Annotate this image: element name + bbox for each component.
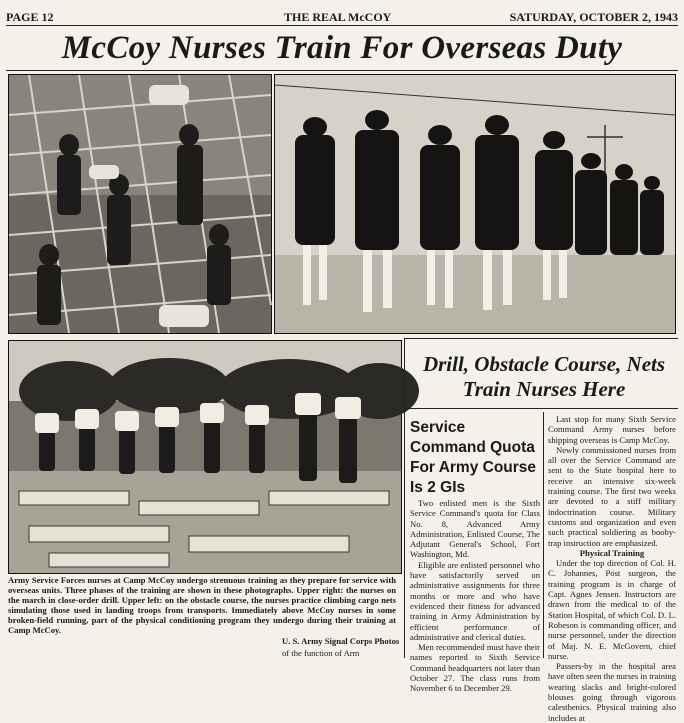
paragraph: Two enlisted men is the Sixth Service Command's quota for Class No. 8, Advanced Army Administration, Enlisted Course, The Adjutant General's School, Fort Washington, Md.: [410, 498, 540, 560]
issue-date: SATURDAY, OCTOBER 2, 1943: [509, 10, 678, 24]
headline-rule: [6, 70, 678, 71]
newspaper-name: THE REAL McCOY: [284, 10, 392, 24]
column-rule-middle: [543, 412, 544, 658]
cargo-net-photo: [8, 74, 272, 334]
masthead: [6, 4, 678, 24]
paragraph: Newly commissioned nurses from all over the Service Command are sent to the State hospital here to receive an intensive six-week training course. The first two weeks are devoted to a stiff military indoctrination course. Military customs and organization and even such practical soldiering as booby-trap instruction are emphasized.: [548, 444, 676, 548]
right-section-rule: [404, 338, 678, 339]
footer-fragment: of the function of Arm: [282, 648, 360, 658]
column-rule-left: [404, 338, 405, 658]
section-heading: Physical Training: [579, 547, 645, 558]
story-headline-service-command: Service Command Quota For Army Course Is 2 GIs: [410, 419, 537, 496]
main-headline: McCoy Nurses Train For Overseas Duty: [61, 30, 623, 66]
paragraph: Passers-by in the hospital area have often seen the nurses in training wearing slacks and bright-colored blouses going through vigorous calesthenics. Physical training also includes at: [548, 661, 676, 723]
masthead-rule: [6, 25, 678, 26]
paragraph: Last stop for many Sixth Service Command Army nurses before shipping overseas is Camp McCoy.: [548, 414, 676, 445]
paragraph: Under the top direction of Col. H. C. Johannes, Post surgeon, the training program is in charge of Capt. Agnes Jensen. Instructors are drawn from the medical to of the Station Hospital, of which Col. D. L. Robeson is commanding officer, and nurse personnel, under the direction of Maj. N. E. McGovern, chief nurse.: [548, 558, 676, 661]
paragraph: Men recommended must have their names reported to Sixth Service Command headquarters not later than October 27. The class runs from November 6 to December 29.: [410, 642, 540, 694]
story-drill-body: [548, 414, 676, 723]
march-photo: [274, 74, 676, 334]
story-headline-drill: Drill, Obstacle Course, Nets Train Nurses Here: [422, 352, 666, 401]
story-service-command-body: [410, 498, 540, 694]
subhead-rule: [404, 408, 678, 409]
photo-caption: Army Service Forces nurses at Camp McCoy undergo strenuous training as they prepare for service with overseas units. Three phases of the training are shown in these photographs. Upper right: the nurses on the march in close-order drill. Upper left: on the obstacle course, the nurses practice climbing cargo nets simulating those used in landing troops from transports. Immediately above McCoy nurses in some broken-field running, part of the physical conditioning program they undergo during their training at Camp McCoy.: [8, 575, 396, 636]
photo-credit: U. S. Army Signal Corps Photos: [282, 636, 400, 646]
paragraph: Eligible are enlisted personnel who have satisfactorily served on administrative assignments for three months or more and who have evidenced their fitness for advanced training in Army Administration by efficient performance of administrative and clerical duties.: [410, 559, 540, 642]
obstacle-course-photo: [8, 340, 402, 574]
page-number: PAGE 12: [6, 10, 54, 24]
